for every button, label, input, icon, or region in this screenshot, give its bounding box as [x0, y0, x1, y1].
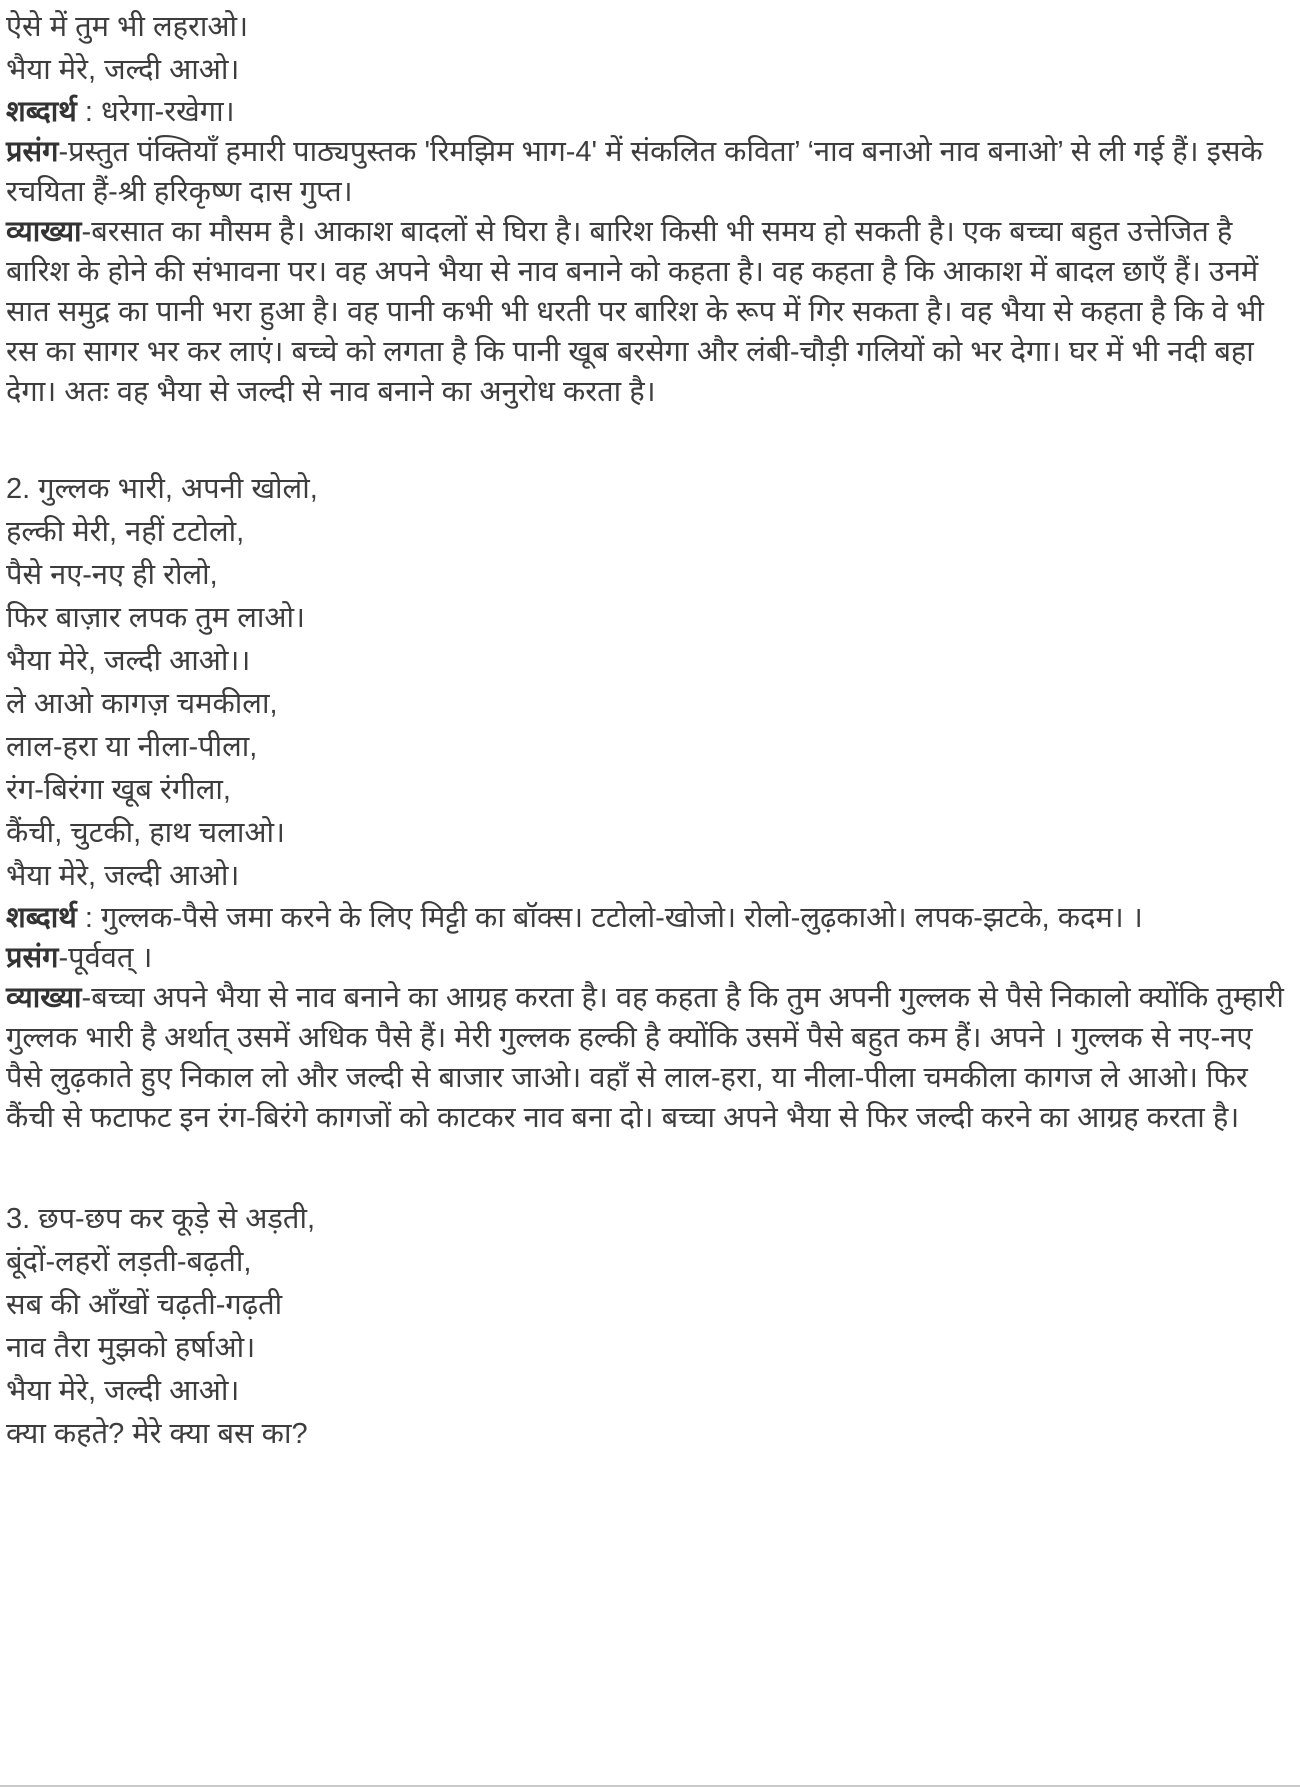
poem-line: रंग-बिरंगा खूब रंगीला, [6, 774, 231, 806]
poem-line: भैया मेरे, जल्दी आओ।। [6, 645, 251, 677]
prasang-label: प्रसंग [6, 942, 59, 974]
poem-line: ले आओ कागज़ चमकीला, [6, 688, 278, 720]
vyakhya-text: -बरसात का मौसम है। आकाश बादलों से घिरा है। बारिश किसी भी समय हो सकती है। एक बच्चा बहुत उत्तेजित है बारिश के होने की संभावना पर। वह अपने भैया से नाव बनाने को कहता है। वह कहता है कि आकाश में बादल छाएँ हैं। उनमें सात समुद्र का पानी भरा हुआ है। वह पानी कभी भी धरती पर बारिश के रूप में गिर सकता है। वह भैया से कहता है कि वे भी रस का सागर भर कर लाएं। बच्चे को लगता है कि पानी खूब बरसेगा और लंबी-चौड़ी गलियों को भर देगा। घर में भी नदी बहा देगा। अतः वह भैया से जल्दी से नाव बनाने का अनुरोध करता है। [6, 216, 1264, 408]
shabdarth-paragraph-1 [6, 92, 1294, 132]
vyakhya-paragraph-1 [6, 212, 1294, 412]
shabdarth-text: : गुल्लक-पैसे जमा करने के लिए मिट्टी का बॉक्स। टटोलो-खोजो। रोलो-लुढ़काओ। लपक-झटके, कदम। । [76, 902, 1143, 934]
vyakhya-text: -बच्चा अपने भैया से नाव बनाने का आग्रह करता है। वह कहता है कि तुम अपनी गुल्लक से पैसे निकालो क्योंकि तुम्हारी गुल्लक भारी है अर्थात् उसमें अधिक पैसे हैं। मेरी गुल्लक हल्की है क्योंकि उसमें पैसे बहुत कम हैं। अपने । गुल्लक से नए-नए पैसे लुढ़काते हुए निकाल लो और जल्दी से बाजार जाओ। वहाँ से लाल-हरा, या नीला-पीला चमकीला कागज ले आओ। फिर कैंची से फटाफट इन रंग-बिरंगे कागजों को काटकर नाव बना दो। बच्चा अपने भैया से फिर जल्दी करने का आग्रह करता है। [6, 982, 1284, 1134]
prasang-text: -प्रस्तुत पंक्तियाँ हमारी पाठ्यपुस्तक 'रिमझिम भाग-4' में संकलित कविता’ ‘नाव बनाओ नाव बनाओ’ से ली गई हैं। इसके रचयिता हैं-श्री हरिकृष्ण दास गुप्त। [6, 136, 1263, 208]
vyakhya-paragraph-2 [6, 978, 1294, 1138]
poem-line: भैया मेरे, जल्दी आओ। [6, 860, 240, 892]
shabdarth-text: : धरेगा-रखेगा। [76, 96, 235, 128]
prasang-text: -पूर्ववत् । [58, 942, 153, 974]
poem-line: कैंची, चुटकी, हाथ चलाओ। [6, 817, 285, 849]
poem-line: ऐसे में तुम भी लहराओ। [6, 11, 249, 43]
shabdarth-paragraph-2 [6, 898, 1294, 938]
stanza1-tail [6, 6, 1294, 92]
poem-line: बूंदों-लहरों लड़ती-बढ़ती, [6, 1246, 252, 1278]
prasang-label: प्रसंग [6, 136, 59, 168]
prasang-paragraph-2 [6, 938, 1294, 978]
stanza3 [6, 1198, 1294, 1456]
poem-line: नाव तैरा मुझको हर्षाओ। [6, 1332, 256, 1364]
prasang-paragraph-1 [6, 132, 1294, 212]
poem-line: 3. छप-छप कर कूड़े से अड़ती, [6, 1203, 316, 1235]
poem-line: सब की आँखों चढ़ती-गढ़ती [6, 1289, 283, 1321]
poem-line: लाल-हरा या नीला-पीला, [6, 731, 258, 763]
vyakhya-label: व्याख्या [6, 216, 82, 248]
vyakhya-label: व्याख्या [6, 982, 82, 1014]
shabdarth-label: शब्दार्थ [6, 96, 77, 128]
stanza2 [6, 468, 1294, 898]
poem-line: पैसे नए-नए ही रोलो, [6, 559, 218, 591]
poem-line: क्या कहते? मेरे क्या बस का? [6, 1418, 308, 1450]
poem-line: हल्की मेरी, नहीं टटोलो, [6, 516, 245, 548]
poem-line: 2. गुल्लक भारी, अपनी खोलो, [6, 473, 318, 505]
poem-line: भैया मेरे, जल्दी आओ। [6, 54, 240, 86]
poem-line: भैया मेरे, जल्दी आओ। [6, 1375, 240, 1407]
shabdarth-label: शब्दार्थ [6, 902, 77, 934]
poem-line: फिर बाज़ार लपक तुम लाओ। [6, 602, 306, 634]
